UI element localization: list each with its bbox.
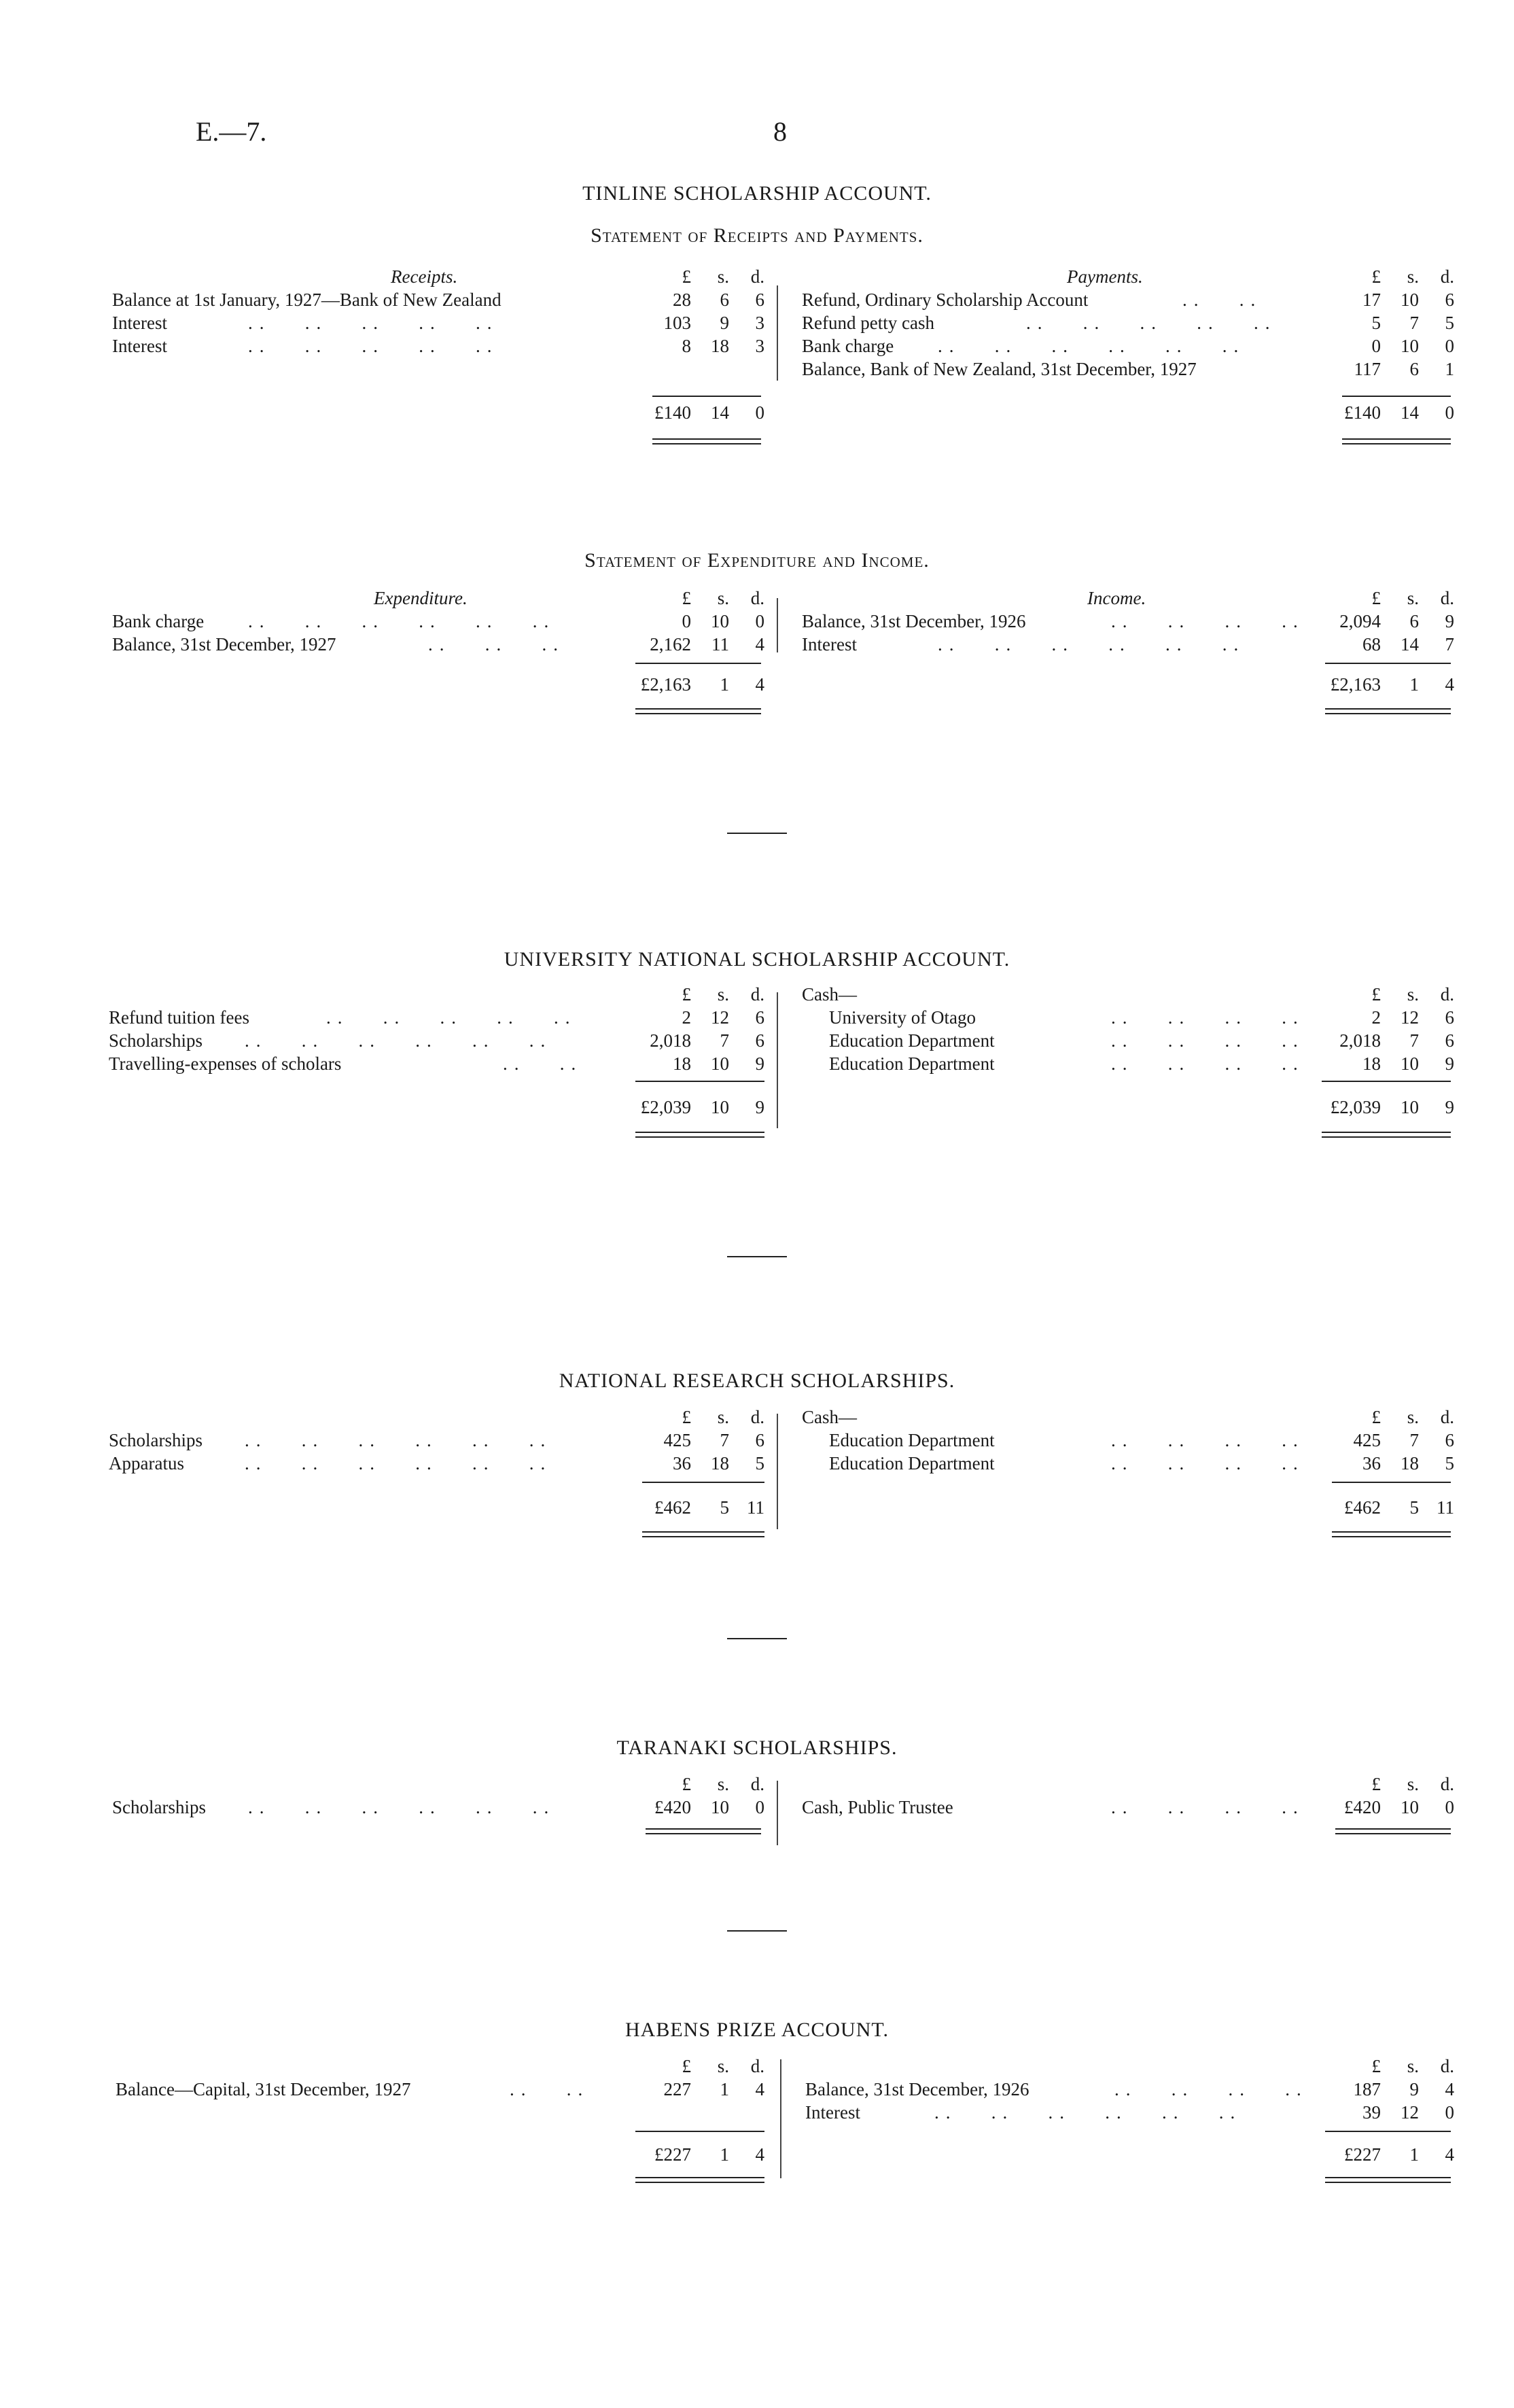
tinline-expenditure-side (112, 588, 764, 657)
total-shillings: 1 (1409, 2144, 1419, 2165)
pounds-head: £ (1371, 2056, 1381, 2076)
pence-head: d. (1440, 266, 1454, 287)
amount-pounds: 425 (663, 1430, 691, 1450)
row-label: University of Otago (829, 1007, 976, 1028)
amount-pence: 6 (1445, 1030, 1454, 1051)
leader-dots: .. .. .. .. .. .. (938, 634, 1246, 655)
pence-head: d. (750, 1407, 764, 1427)
section-separator (727, 1256, 787, 1257)
amount-pence: 0 (1445, 2102, 1454, 2123)
habens-right-side (805, 2056, 1454, 2125)
subtotal-rule (1342, 396, 1451, 397)
total-pounds: £462 (1344, 1497, 1381, 1518)
shillings-head: s. (717, 588, 729, 608)
amount-pence: 5 (1445, 313, 1454, 333)
total-shillings: 1 (720, 2144, 729, 2165)
leader-dots: .. .. .. .. (1111, 611, 1305, 631)
amount-pence: 6 (755, 290, 764, 310)
expenditure-heading: Expenditure. (374, 588, 468, 608)
leader-dots: .. .. .. .. .. (326, 1007, 577, 1028)
subtotal-rule (652, 396, 761, 397)
tinline-income-total (802, 674, 1454, 697)
amount-pounds: 39 (1362, 2102, 1381, 2123)
total-pence: 9 (1445, 1097, 1454, 1117)
amount-shillings: 10 (711, 1053, 729, 1074)
table-row (112, 290, 764, 313)
amount-pence: 0 (1445, 336, 1454, 356)
total-shillings: 10 (711, 1097, 729, 1117)
row-label: Education Department (829, 1430, 995, 1450)
amount-pounds: 28 (673, 290, 691, 310)
leader-dots: .. .. .. .. .. (1026, 313, 1277, 333)
total-double-rule (635, 2177, 764, 2183)
total-shillings: 1 (720, 674, 729, 695)
row-label: Education Department (829, 1453, 995, 1473)
amount-pounds: 103 (663, 313, 691, 333)
amount-pence: 3 (755, 313, 764, 333)
amount-pounds: £420 (654, 1797, 691, 1817)
subtotal-rule (635, 663, 761, 664)
habens-left-side (116, 2056, 764, 2102)
total-double-rule (1325, 708, 1451, 714)
amount-pounds: 0 (1371, 336, 1381, 356)
row-label: Refund, Ordinary Scholarship Account (802, 290, 1089, 310)
total-double-rule (1335, 1828, 1451, 1834)
amount-pounds: 0 (682, 611, 691, 631)
leader-dots: .. .. .. .. .. .. (248, 1797, 556, 1817)
row-label: Travelling-expenses of scholars (109, 1053, 342, 1074)
total-double-rule (652, 438, 761, 444)
leader-dots: .. .. .. .. .. .. (248, 611, 556, 631)
column-divider (777, 992, 778, 1128)
cash-group-label: Cash— (802, 1407, 857, 1427)
total-shillings: 14 (1401, 402, 1419, 423)
shillings-head: s. (1407, 984, 1419, 1005)
table-row (802, 1030, 1454, 1053)
total-pounds: £140 (654, 402, 691, 423)
section-title-habens-prize: HABENS PRIZE ACCOUNT. (625, 2019, 889, 2041)
amount-pence: 4 (755, 2079, 764, 2099)
amount-pounds: 2,162 (650, 634, 691, 655)
total-pounds: £227 (654, 2144, 691, 2165)
table-row (109, 1030, 764, 1053)
total-pence: 4 (1445, 674, 1454, 695)
total-pence: 11 (1437, 1497, 1454, 1518)
table-row (802, 1453, 1454, 1476)
total-double-rule (642, 1531, 764, 1537)
amount-shillings: 7 (720, 1030, 729, 1051)
leader-dots: .. .. .. .. .. (248, 336, 499, 356)
row-label: Balance, 31st December, 1926 (805, 2079, 1029, 2099)
pence-head: d. (750, 588, 764, 608)
research-left-total (109, 1497, 764, 1520)
row-label: Balance, 31st December, 1927 (112, 634, 336, 655)
leader-dots: .. .. .. .. .. .. (938, 336, 1246, 356)
pence-head: d. (1440, 1774, 1454, 1794)
amount-pence: 6 (755, 1030, 764, 1051)
shillings-head: s. (717, 266, 729, 287)
pounds-head: £ (682, 984, 691, 1005)
habens-right-total (805, 2144, 1454, 2167)
table-row (805, 2102, 1454, 2125)
total-pounds: £2,039 (640, 1097, 691, 1117)
table-row (112, 611, 764, 634)
total-shillings: 10 (1401, 1097, 1419, 1117)
university-left-side (109, 984, 764, 1077)
shillings-head: s. (1407, 266, 1419, 287)
amount-pounds: 36 (1362, 1453, 1381, 1473)
amount-shillings: 10 (1401, 1053, 1419, 1074)
column-divider (777, 285, 778, 381)
university-left-total (109, 1097, 764, 1120)
leader-dots: .. .. .. .. .. (248, 313, 499, 333)
amount-pounds: £420 (1344, 1797, 1381, 1817)
amount-shillings: 12 (1401, 2102, 1419, 2123)
row-label: Interest (112, 313, 167, 333)
amount-pence: 5 (1445, 1453, 1454, 1473)
amount-pence: 0 (755, 611, 764, 631)
amount-shillings: 14 (1401, 634, 1419, 655)
leader-dots: .. .. .. .. (1111, 1030, 1305, 1051)
shillings-head: s. (1407, 1774, 1419, 1794)
taranaki-left-side (112, 1774, 764, 1820)
pounds-head: £ (1371, 984, 1381, 1005)
leader-dots: .. .. .. .. (1111, 1453, 1305, 1473)
row-label: Refund tuition fees (109, 1007, 249, 1028)
leader-dots: .. .. (1182, 290, 1263, 310)
leader-dots: .. .. .. .. (1111, 1053, 1305, 1074)
table-row (112, 313, 764, 336)
amount-pounds: 227 (663, 2079, 691, 2099)
row-label: Cash, Public Trustee (802, 1797, 953, 1817)
shillings-head: s. (717, 2056, 729, 2076)
amount-shillings: 18 (711, 336, 729, 356)
row-label: Refund petty cash (802, 313, 934, 333)
amount-shillings: 7 (1409, 1030, 1419, 1051)
shillings-head: s. (1407, 588, 1419, 608)
total-shillings: 5 (720, 1497, 729, 1518)
leader-dots: .. .. .. .. .. .. (245, 1030, 552, 1051)
table-row (802, 1430, 1454, 1453)
total-pence: 0 (755, 402, 764, 423)
amount-pence: 6 (755, 1430, 764, 1450)
cash-group-label: Cash— (802, 984, 857, 1005)
amount-pence: 3 (755, 336, 764, 356)
research-right-total (802, 1497, 1454, 1520)
table-row (112, 336, 764, 359)
tinline-income-side (802, 588, 1454, 657)
research-left-side (109, 1407, 764, 1476)
amount-pence: 9 (1445, 611, 1454, 631)
row-label: Education Department (829, 1030, 995, 1051)
amount-shillings: 10 (711, 1797, 729, 1817)
table-row (805, 2079, 1454, 2102)
total-pounds: £140 (1344, 402, 1381, 423)
leader-dots: .. .. .. .. .. .. (934, 2102, 1242, 2123)
row-label: Scholarships (109, 1030, 203, 1051)
amount-shillings: 6 (1409, 359, 1419, 379)
pounds-head: £ (682, 1774, 691, 1794)
pence-head: d. (1440, 1407, 1454, 1427)
receipts-heading: Receipts. (391, 266, 458, 287)
table-row (802, 611, 1454, 634)
table-row (802, 1007, 1454, 1030)
amount-pounds: 2 (1371, 1007, 1381, 1028)
section-title-national-research: NATIONAL RESEARCH SCHOLARSHIPS. (559, 1369, 955, 1392)
taranaki-right-side (802, 1774, 1454, 1820)
document-reference: E.—7. (196, 116, 267, 147)
table-row (802, 313, 1454, 336)
row-label: Balance—Capital, 31st December, 1927 (116, 2079, 411, 2099)
total-pounds: £462 (654, 1497, 691, 1518)
table-row (802, 359, 1454, 382)
total-pence: 4 (1445, 2144, 1454, 2165)
section-title-taranaki: TARANAKI SCHOLARSHIPS. (616, 1737, 898, 1759)
amount-shillings: 7 (1409, 313, 1419, 333)
table-row (112, 1797, 764, 1820)
subtotal-rule (1332, 1482, 1451, 1483)
total-shillings: 14 (711, 402, 729, 423)
amount-pence: 6 (1445, 1430, 1454, 1450)
row-label: Apparatus (109, 1453, 184, 1473)
habens-left-total (116, 2144, 764, 2167)
total-shillings: 5 (1409, 1497, 1419, 1518)
amount-pounds: 5 (1371, 313, 1381, 333)
amount-pounds: 36 (673, 1453, 691, 1473)
page-number: 8 (773, 116, 787, 147)
section-separator (727, 833, 787, 834)
amount-pence: 9 (755, 1053, 764, 1074)
pence-head: d. (1440, 2056, 1454, 2076)
amount-pence: 6 (1445, 1007, 1454, 1028)
tinline-receipts-side (112, 266, 764, 359)
amount-pence: 4 (755, 634, 764, 655)
pounds-head: £ (1371, 588, 1381, 608)
total-pence: 4 (755, 674, 764, 695)
pounds-head: £ (1371, 1774, 1381, 1794)
column-divider (777, 1414, 778, 1529)
total-pounds: £227 (1344, 2144, 1381, 2165)
amount-shillings: 10 (711, 611, 729, 631)
amount-shillings: 9 (1409, 2079, 1419, 2099)
university-right-total (802, 1097, 1454, 1120)
income-heading: Income. (1087, 588, 1146, 608)
amount-shillings: 10 (1401, 336, 1419, 356)
amount-shillings: 7 (720, 1430, 729, 1450)
shillings-head: s. (1407, 2056, 1419, 2076)
amount-pounds: 2 (682, 1007, 691, 1028)
table-row (112, 634, 764, 657)
tinline-payments-side (802, 266, 1454, 382)
leader-dots: .. .. .. .. (1111, 1007, 1305, 1028)
subtotal-rule (635, 2131, 764, 2132)
section-title-university-national: UNIVERSITY NATIONAL SCHOLARSHIP ACCOUNT. (504, 948, 1010, 971)
subtotal-rule (1322, 1081, 1451, 1082)
shillings-head: s. (717, 1774, 729, 1794)
amount-pence: 5 (755, 1453, 764, 1473)
column-divider (780, 2059, 781, 2178)
amount-shillings: 10 (1401, 290, 1419, 310)
row-label: Balance at 1st January, 1927—Bank of New Zealand (112, 290, 501, 310)
row-label: Scholarships (109, 1430, 203, 1450)
total-shillings: 1 (1409, 674, 1419, 695)
leader-dots: .. .. .. .. (1111, 1797, 1305, 1817)
payments-heading: Payments. (1067, 266, 1143, 287)
amount-pence: 4 (1445, 2079, 1454, 2099)
total-double-rule (1325, 2177, 1451, 2183)
amount-shillings: 7 (1409, 1430, 1419, 1450)
row-label: Interest (805, 2102, 860, 2123)
amount-pounds: 187 (1353, 2079, 1381, 2099)
table-row (109, 1007, 764, 1030)
tinline-payments-total (802, 402, 1454, 425)
amount-shillings: 18 (1401, 1453, 1419, 1473)
subtotal-rule (1325, 663, 1451, 664)
pounds-head: £ (682, 2056, 691, 2076)
shillings-head: s. (1407, 1407, 1419, 1427)
row-label: Education Department (829, 1053, 995, 1074)
amount-shillings: 18 (711, 1453, 729, 1473)
pence-head: d. (750, 984, 764, 1005)
subtotal-rule (1325, 2131, 1451, 2132)
total-double-rule (1332, 1531, 1451, 1537)
shillings-head: s. (717, 1407, 729, 1427)
pounds-head: £ (1371, 1407, 1381, 1427)
total-pence: 0 (1445, 402, 1454, 423)
table-row (109, 1053, 764, 1077)
table-row (802, 634, 1454, 657)
amount-pounds: 425 (1353, 1430, 1381, 1450)
amount-pounds: 8 (682, 336, 691, 356)
column-divider (777, 598, 778, 652)
subtotal-rule (642, 1482, 764, 1483)
row-label: Scholarships (112, 1797, 206, 1817)
amount-shillings: 6 (1409, 611, 1419, 631)
pence-head: d. (1440, 984, 1454, 1005)
research-right-side (802, 1407, 1454, 1476)
amount-pounds: 68 (1362, 634, 1381, 655)
total-pounds: £2,163 (1330, 674, 1381, 695)
pounds-head: £ (682, 266, 691, 287)
section-separator (727, 1638, 787, 1639)
amount-shillings: 6 (720, 290, 729, 310)
amount-shillings: 1 (720, 2079, 729, 2099)
amount-shillings: 12 (711, 1007, 729, 1028)
row-label: Bank charge (802, 336, 894, 356)
pence-head: d. (1440, 588, 1454, 608)
amount-pence: 0 (1445, 1797, 1454, 1817)
leader-dots: .. .. (510, 2079, 590, 2099)
table-row (802, 336, 1454, 359)
pence-head: d. (750, 1774, 764, 1794)
pounds-head: £ (682, 588, 691, 608)
leader-dots: .. .. (503, 1053, 583, 1074)
total-double-rule (646, 1828, 761, 1834)
section-title-tinline: TINLINE SCHOLARSHIP ACCOUNT. (582, 182, 932, 205)
section-subtitle-receipts-payments: Statement of Receipts and Payments. (591, 224, 923, 247)
university-right-side (802, 984, 1454, 1077)
amount-pence: 9 (1445, 1053, 1454, 1074)
total-double-rule (635, 1132, 764, 1138)
amount-shillings: 10 (1401, 1797, 1419, 1817)
section-separator (727, 1930, 787, 1932)
row-label: Bank charge (112, 611, 205, 631)
total-pounds: £2,039 (1330, 1097, 1381, 1117)
column-heads (635, 266, 771, 290)
amount-pounds: 2,018 (650, 1030, 691, 1051)
leader-dots: .. .. .. (428, 634, 565, 655)
column-divider (777, 1781, 778, 1845)
amount-shillings: 9 (720, 313, 729, 333)
tinline-receipts-total (112, 402, 764, 425)
total-pence: 11 (747, 1497, 764, 1518)
leader-dots: .. .. .. .. (1114, 2079, 1308, 2099)
row-label: Balance, 31st December, 1926 (802, 611, 1026, 631)
pounds-head: £ (682, 1407, 691, 1427)
subtotal-rule (635, 1081, 764, 1082)
leader-dots: .. .. .. .. .. .. (245, 1453, 552, 1473)
amount-pence: 0 (755, 1797, 764, 1817)
row-label: Balance, Bank of New Zealand, 31st December, 1927 (802, 359, 1197, 379)
amount-pounds: 18 (673, 1053, 691, 1074)
table-row (802, 1797, 1454, 1820)
tinline-expenditure-total (112, 674, 764, 697)
row-label: Interest (802, 634, 857, 655)
total-double-rule (1342, 438, 1451, 444)
leader-dots: .. .. .. .. (1111, 1430, 1305, 1450)
amount-pence: 1 (1445, 359, 1454, 379)
total-pence: 4 (755, 2144, 764, 2165)
pence-head: d. (750, 2056, 764, 2076)
table-row (109, 1453, 764, 1476)
leader-dots: .. .. .. .. .. .. (245, 1430, 552, 1450)
table-row (802, 1053, 1454, 1077)
pounds-head: £ (1371, 266, 1381, 287)
amount-pounds: 17 (1362, 290, 1381, 310)
amount-pence: 6 (1445, 290, 1454, 310)
table-row (109, 1430, 764, 1453)
amount-pounds: 117 (1354, 359, 1381, 379)
total-double-rule (1322, 1132, 1451, 1138)
shillings-head: s. (717, 984, 729, 1005)
table-row (802, 290, 1454, 313)
total-pounds: £2,163 (640, 674, 691, 695)
section-subtitle-expenditure-income: Statement of Expenditure and Income. (584, 549, 930, 572)
amount-pounds: 18 (1362, 1053, 1381, 1074)
amount-pence: 7 (1445, 634, 1454, 655)
row-label: Interest (112, 336, 167, 356)
amount-pounds: 2,018 (1339, 1030, 1381, 1051)
amount-shillings: 12 (1401, 1007, 1419, 1028)
table-row (116, 2079, 764, 2102)
amount-pounds: 2,094 (1339, 611, 1381, 631)
pence-head: d. (750, 266, 764, 287)
total-pence: 9 (755, 1097, 764, 1117)
amount-pence: 6 (755, 1007, 764, 1028)
amount-shillings: 11 (711, 634, 729, 655)
total-double-rule (635, 708, 761, 714)
